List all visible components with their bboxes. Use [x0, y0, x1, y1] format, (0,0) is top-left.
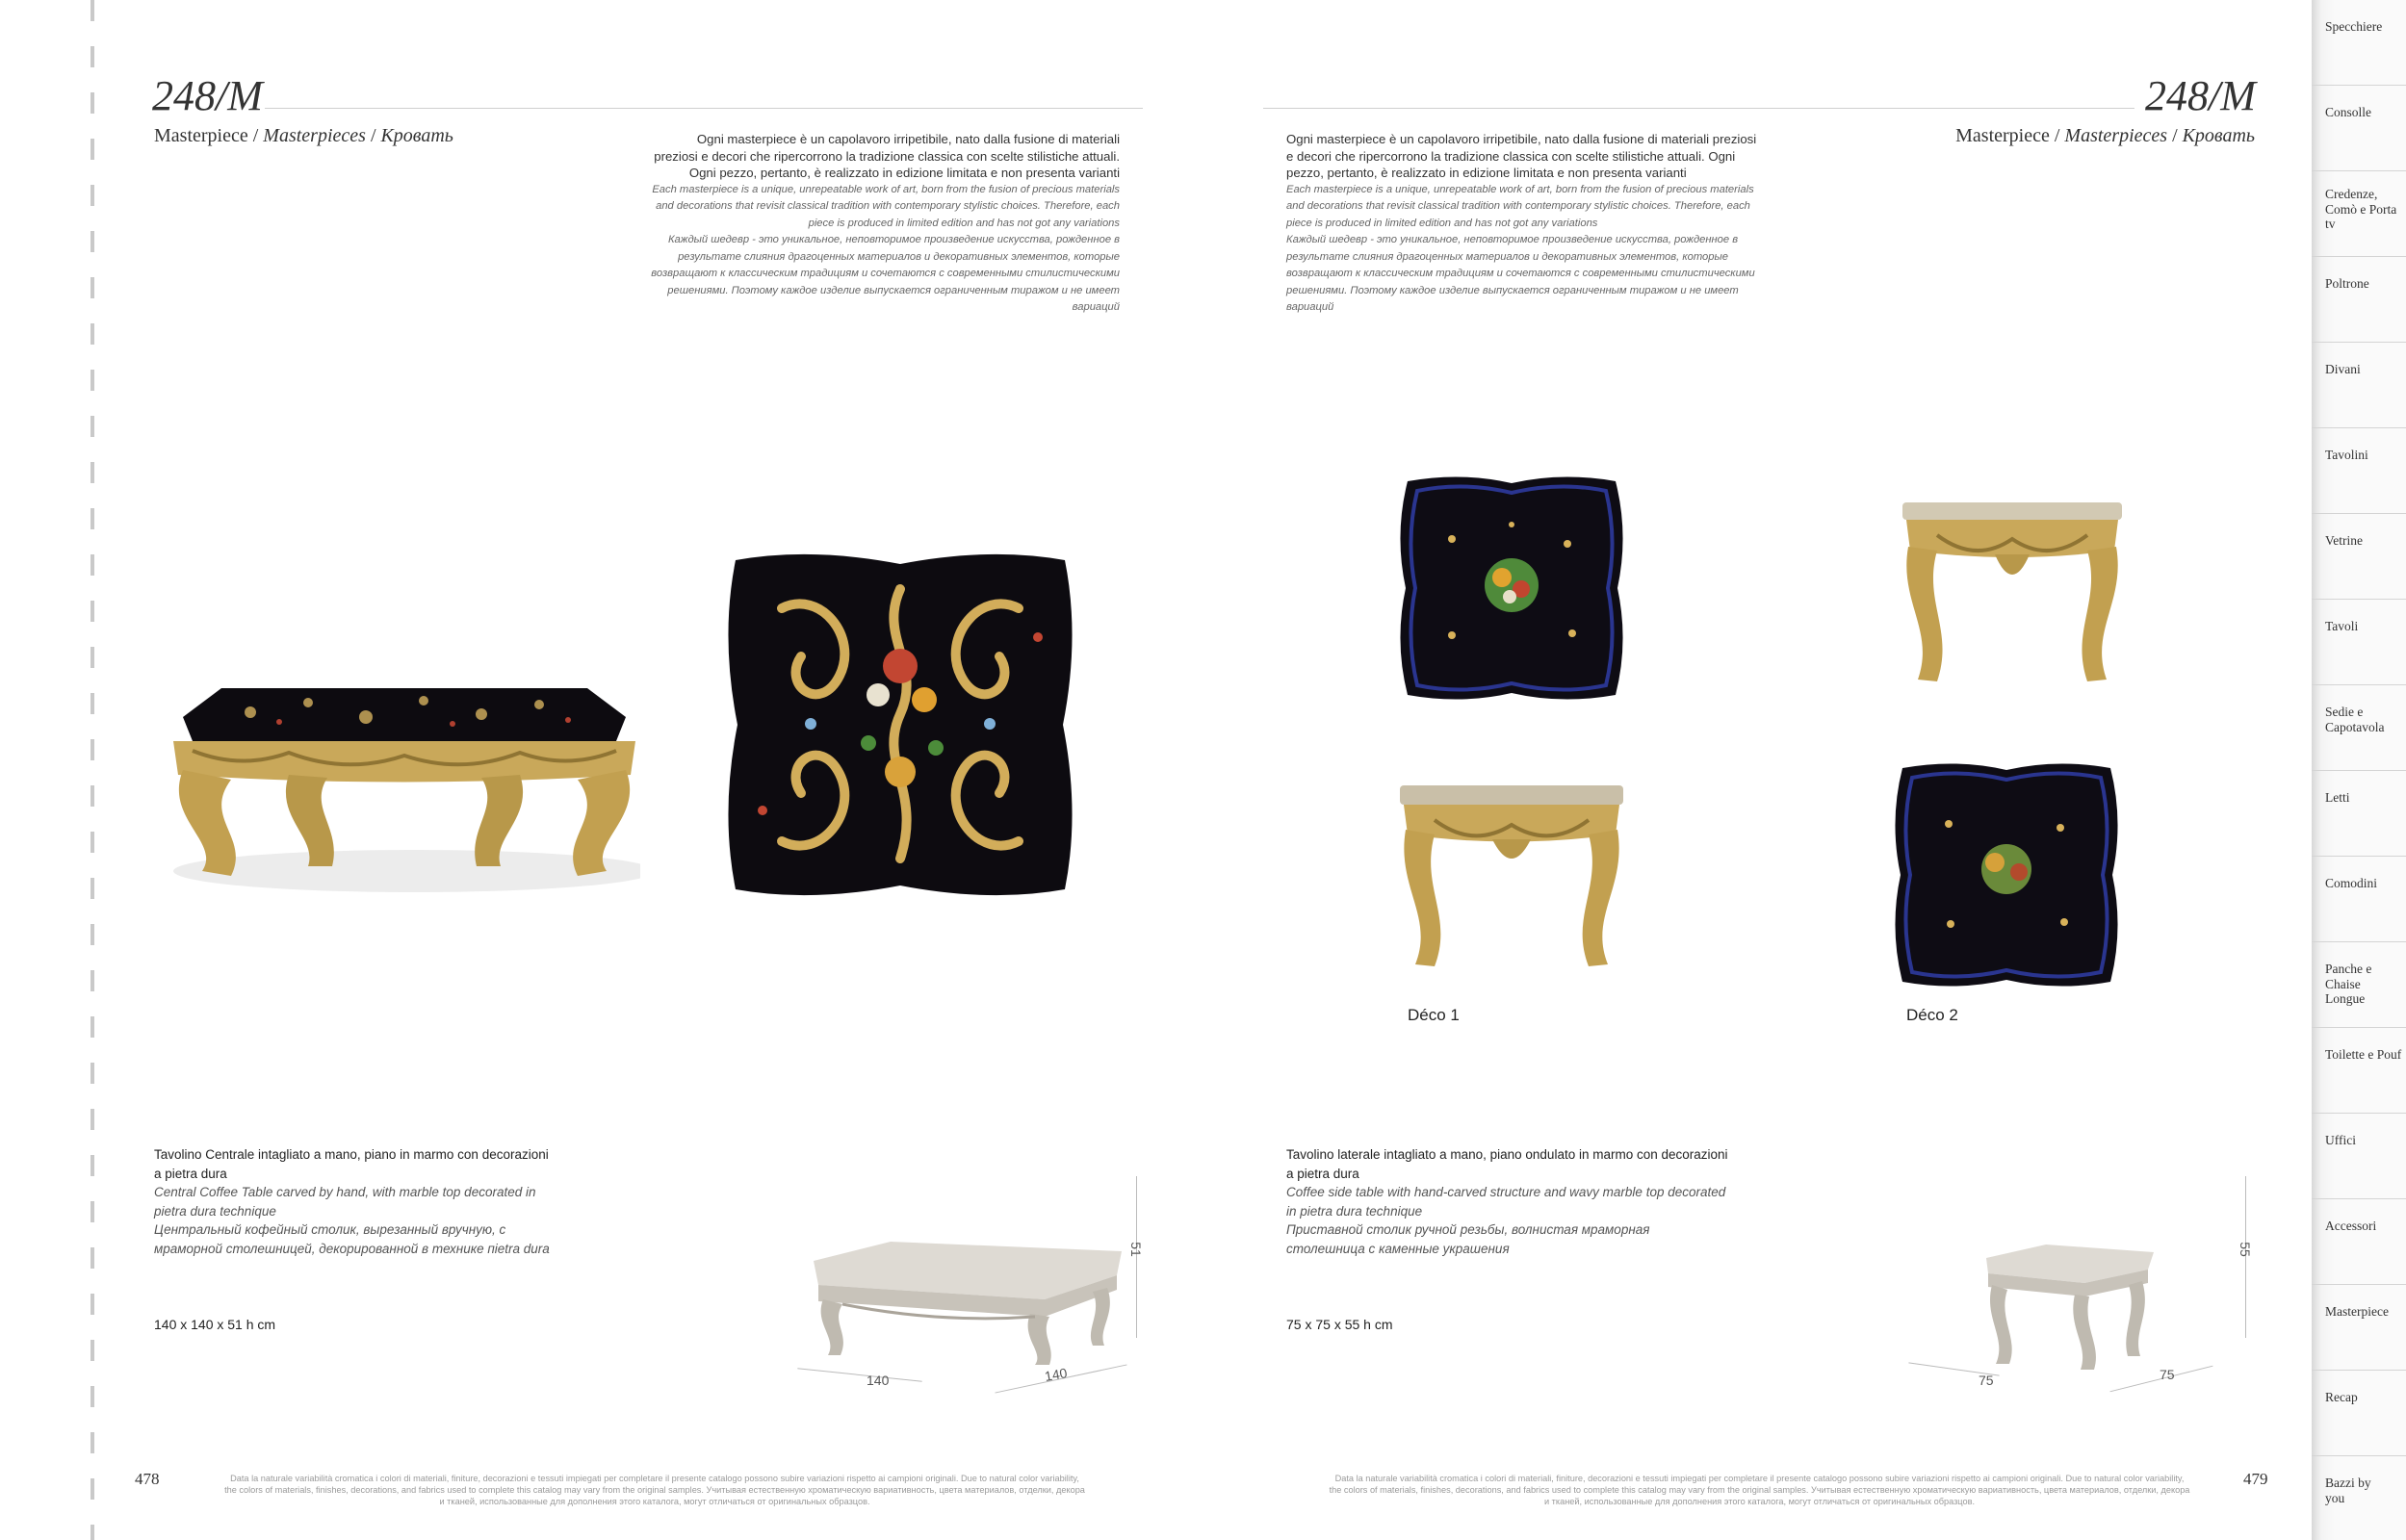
- sidebar-tab-label: Tavolini: [2325, 448, 2368, 462]
- desc-ru-left: Центральный кофейный столик, вырезанный вручную, с мраморной столешницей, декорированной в технике пietra dura: [154, 1222, 550, 1256]
- sidebar-tab-poltrone[interactable]: [2312, 257, 2406, 343]
- product-code-left: 248/M: [152, 72, 263, 119]
- deco1-side-table-photo: [1396, 782, 1627, 974]
- dim-height-left: 51: [1127, 1242, 1144, 1257]
- subtitle-ru: Кровать: [380, 125, 453, 146]
- sidebar-tab-label: Masterpiece: [2325, 1304, 2389, 1319]
- subtitle-ru-right: Кровать: [2182, 125, 2255, 146]
- subtitle-en-right: Masterpieces: [2064, 125, 2168, 146]
- sidebar-tab-label: Letti: [2325, 790, 2350, 805]
- sidebar-tab-credenze[interactable]: [2312, 171, 2406, 257]
- pietra-dura-top-photo: [724, 551, 1076, 899]
- sidebar-tab-label: Tavoli: [2325, 619, 2359, 633]
- deco2-label: Déco 2: [1906, 1006, 1958, 1024]
- intro-text-left: [650, 131, 1120, 317]
- subtitle-left: Masterpiece / Masterpieces / Кровать: [154, 125, 453, 146]
- sidebar-tab-label: Sedie e Capotavola: [2325, 705, 2385, 734]
- title-rule-left: [265, 108, 1143, 109]
- sidebar-tab-tavoli[interactable]: [2312, 600, 2406, 685]
- footer-line-1: Data la naturale variabilità cromatica i colori di materiali, finiture, decorazioni e tessuti impiegati per completare il presente catalogo possono subire variazioni rispetto ai campioni originali. Due to natural color variability,: [230, 1474, 1079, 1483]
- desc-it-left: Tavolino Centrale intagliato a mano, piano in marmo con decorazioni a pietra dura: [154, 1147, 549, 1181]
- sidebar-tab-label: Toilette e Pouf: [2325, 1047, 2402, 1062]
- product-code-right: 248/M: [2145, 72, 2256, 119]
- dim-width-left: 140: [867, 1373, 890, 1388]
- dim-depth-right: 75: [2160, 1367, 2175, 1382]
- sidebar-tab-accessori[interactable]: [2312, 1199, 2406, 1285]
- footer-line-1-right: Data la naturale variabilità cromatica i colori di materiali, finiture, decorazioni e tessuti impiegati per completare il presente catalogo possono subire variazioni rispetto ai campioni originali. Due to natural color variability,: [1334, 1474, 2185, 1483]
- sidebar-tab-label: Divani: [2325, 362, 2361, 376]
- deco2-top-photo: [1889, 758, 2124, 991]
- dim-height-right: 55: [2237, 1242, 2253, 1257]
- sidebar-tab-masterpiece[interactable]: [2312, 1285, 2406, 1371]
- footer-line-3-right: и тканей, использованные для дополнения этого каталога, могут отличаться от оригинальных образцов.: [1544, 1497, 1975, 1506]
- sidebar-tab-vetrine[interactable]: [2312, 514, 2406, 600]
- footer-line-2: the colors of materials, finishes, decorations, and fabrics used to complete this catalog may vary from the original samples. Учитывая естественную хроматическую вариативность, цвета материалов, отделки, декора: [224, 1485, 1085, 1495]
- desc-en-left: Central Coffee Table carved by hand, with marble top decorated in pietra dura technique: [154, 1185, 536, 1219]
- desc-it-right: Tavolino laterale intagliato a mano, piano ondulato in marmo con decorazioni a pietra dura: [1286, 1147, 1728, 1181]
- desc-en-right: Coffee side table with hand-carved structure and wavy marble top decorated in pietra dura technique: [1286, 1185, 1726, 1219]
- dim-depth-left: 140: [1043, 1365, 1069, 1384]
- intro-en: Each masterpiece is a unique, unrepeatable work of art, born from the fusion of precious materials and decorations that revisit classical tradition with contemporary stylistic choices. Therefore, each piece is produced in limited edition and has not got any variations: [652, 183, 1120, 229]
- sidebar-tab-label: Consolle: [2325, 105, 2372, 119]
- subtitle-right: Masterpiece / Masterpieces / Кровать: [1955, 125, 2255, 146]
- subtitle-it-right: Masterpiece: [1955, 125, 2050, 146]
- footer-line-2-right: the colors of materials, finishes, decorations, and fabrics used to complete this catalog may vary from the original samples. Учитывая естественную хроматическую вариативность, цвета материалов, отделки, декора: [1329, 1485, 2190, 1495]
- dim-width-right: 75: [1979, 1373, 1994, 1388]
- sidebar-tab-recap[interactable]: [2312, 1371, 2406, 1456]
- sidebar-tab-sedie[interactable]: [2312, 685, 2406, 771]
- footer-note-right: [1290, 1473, 2229, 1507]
- intro-ru-right: Каждый шедевр - это уникальное, неповторимое произведение искусства, рожденное в результате слияния драгоценных материалов и декоративных элементов, которые возвращают к классическим традициям и сочетаются с современными стилистическими решениями. Поэтому каждое изделие выпускается ограниченным тиражом и не имеет вариаций: [1286, 234, 1755, 313]
- sidebar-tab-label: Specchiere: [2325, 19, 2383, 34]
- sidebar-tab-tavolini[interactable]: [2312, 428, 2406, 514]
- sidebar-tab-label: Uffici: [2325, 1133, 2356, 1147]
- sidebar-tab-bazzi[interactable]: [2312, 1456, 2406, 1540]
- sidebar-tab-specchiere[interactable]: [2312, 0, 2406, 86]
- sidebar-tab-label: Panche e Chaise Longue: [2325, 962, 2372, 1006]
- deco1-top-photo: [1394, 472, 1629, 705]
- intro-it-right: Ogni masterpiece è un capolavoro irripetibile, nato dalla fusione di materiali preziosi e decori che ripercorrono la tradizione classica con scelte stilistiche attuali. Ogni pezzo, pertanto, è realizzato in edizione limitata e non presenta varianti: [1286, 132, 1757, 180]
- binding-dashes: [91, 0, 94, 1540]
- sidebar-tab-comodini[interactable]: [2312, 857, 2406, 942]
- footer-line-3: и тканей, использованные для дополнения этого каталога, могут отличаться от оригинальных образцов.: [439, 1497, 870, 1506]
- sidebar-tab-label: Bazzi by you: [2325, 1476, 2371, 1505]
- sidebar-tab-panche[interactable]: [2312, 942, 2406, 1028]
- sidebar-tab-label: Comodini: [2325, 876, 2378, 890]
- sidebar-tab-label: Accessori: [2325, 1219, 2377, 1233]
- sidebar-tab-label: Poltrone: [2325, 276, 2369, 291]
- sidebar-tab-uffici[interactable]: [2312, 1114, 2406, 1199]
- title-rule-right: [1263, 108, 2134, 109]
- side-table-technical: [1979, 1237, 2161, 1372]
- dimensions-left: 140 x 140 x 51 h cm: [154, 1317, 276, 1332]
- description-left: [154, 1145, 558, 1258]
- subtitle-it: Masterpiece: [154, 125, 248, 146]
- footer-note-left: [173, 1473, 1136, 1507]
- sidebar-tab-letti[interactable]: [2312, 771, 2406, 857]
- description-right: [1286, 1145, 1729, 1258]
- intro-en-right: Each masterpiece is a unique, unrepeatable work of art, born from the fusion of precious materials and decorations that revisit classical tradition with contemporary stylistic choices. Therefore, each piece is produced in limited edition and has not got any variations: [1286, 183, 1754, 229]
- page-number-left: 478: [135, 1470, 160, 1488]
- width-line-left: [797, 1368, 921, 1382]
- category-sidebar: [2312, 0, 2406, 1540]
- deco2-side-table-photo: [1899, 500, 2126, 689]
- intro-it: Ogni masterpiece è un capolavoro irripetibile, nato dalla fusione di materiali preziosi e decori che ripercorrono la tradizione classica con scelte stilistiche attuali. Ogni pezzo, pertanto, è realizzato in edizione limitata e non presenta varianti: [654, 132, 1120, 180]
- intro-text-right: [1286, 131, 1760, 317]
- sidebar-tab-divani[interactable]: [2312, 343, 2406, 428]
- sidebar-tab-consolle[interactable]: [2312, 86, 2406, 171]
- page-number-right: 479: [2243, 1470, 2268, 1488]
- deco1-label: Déco 1: [1408, 1006, 1460, 1024]
- dimensions-right: 75 x 75 x 55 h cm: [1286, 1317, 1393, 1332]
- sidebar-tab-label: Recap: [2325, 1390, 2358, 1404]
- intro-ru: Каждый шедевр - это уникальное, неповторимое произведение искусства, рожденное в результате слияния драгоценных материалов и декоративных элементов, которые возвращают к классическим традициям и сочетаются с современными стилистическими решениями. Поэтому каждое изделие выпускается ограниченным тиражом и не имеет вариаций: [651, 234, 1120, 313]
- sidebar-tab-label: Credenze, Comò e Porta tv: [2325, 187, 2397, 231]
- sidebar-tab-label: Vetrine: [2325, 533, 2363, 548]
- subtitle-en: Masterpieces: [263, 125, 366, 146]
- coffee-table-technical: [804, 1232, 1131, 1367]
- sidebar-tab-toilette[interactable]: [2312, 1028, 2406, 1114]
- desc-ru-right: Приставной столик ручной резьбы, волнистая мраморная столешница с каменные украшения: [1286, 1222, 1650, 1256]
- coffee-table-photo: [164, 674, 640, 905]
